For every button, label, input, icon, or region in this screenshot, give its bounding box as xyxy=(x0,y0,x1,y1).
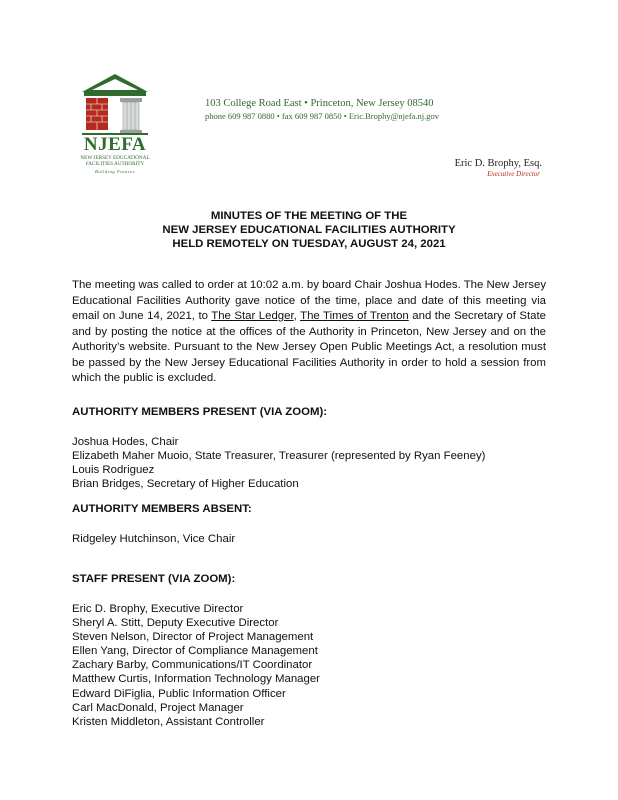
intro-paragraph xyxy=(72,278,546,387)
members-present-heading: AUTHORITY MEMBERS PRESENT (VIA ZOOM): xyxy=(72,406,328,418)
list-item: Elizabeth Maher Muoio, State Treasurer, Treasurer (represented by Ryan Feeney) xyxy=(72,450,486,463)
director-name: Eric D. Brophy, Esq. xyxy=(454,158,542,169)
intro-separator: , xyxy=(293,310,301,322)
title-line2: NEW JERSEY EDUCATIONAL FACILITIES AUTHORITY xyxy=(162,224,456,236)
list-item: Carl MacDonald, Project Manager xyxy=(72,701,244,714)
staff-present-heading: STAFF PRESENT (VIA ZOOM): xyxy=(72,573,236,585)
members-absent-section xyxy=(72,502,552,546)
director-signature-block xyxy=(455,158,542,179)
list-item: Joshua Hodes, Chair xyxy=(72,436,179,448)
members-present-section xyxy=(72,405,552,491)
list-item: Steven Nelson, Director of Project Management xyxy=(72,631,314,644)
newspaper-star-ledger: The Star Ledger xyxy=(211,310,294,322)
letterhead-address xyxy=(205,97,439,123)
intro-text-part1: The meeting was called to order at 10:02 a.m. by board Chair Joshua Hodes. The New Jersey Educational Facilities Authority gave notice of the time, place and date of this meeting via email on June 14, 2021, to xyxy=(72,279,547,322)
members-absent-list xyxy=(72,532,552,546)
title-line3: HELD REMOTELY ON TUESDAY, AUGUST 24, 2021 xyxy=(172,238,446,250)
document-title xyxy=(72,209,546,251)
members-present-list xyxy=(72,435,552,491)
members-absent-heading: AUTHORITY MEMBERS ABSENT: xyxy=(72,503,252,515)
list-item: Ellen Yang, Director of Compliance Management xyxy=(72,645,318,658)
list-item: Sheryl A. Stitt, Deputy Executive Director xyxy=(72,617,279,630)
list-item: Zachary Barby, Communications/IT Coordinator xyxy=(72,659,313,672)
list-item: Matthew Curtis, Information Technology Manager xyxy=(72,673,320,686)
list-item: Edward DiFiglia, Public Information Officer xyxy=(72,687,286,700)
newspaper-times-of-trenton: The Times of Trenton xyxy=(300,310,409,322)
staff-present-section xyxy=(72,572,552,729)
logo-text xyxy=(76,135,154,174)
list-item: Louis Rodriguez xyxy=(72,464,155,477)
intro-text-part2: and the Secretary of State and by posting the notice at the offices of the Authority in Princeton, New Jersey and on the Authority’s website. Pursuant to the New Jersey Open Public Meetings Act, a resolution must be passed by the New Jersey Educational Facilities Authority in order to hold a session from which the public is excluded. xyxy=(72,310,546,384)
logo-name-line1: NEW JERSEY EDUCATIONAL xyxy=(80,155,150,161)
staff-present-list xyxy=(72,602,552,729)
list-item: Ridgeley Hutchinson, Vice Chair xyxy=(72,533,236,545)
logo-abbreviation: NJEFA xyxy=(83,134,147,155)
title-line1: MINUTES OF THE MEETING OF THE xyxy=(210,210,408,222)
list-item: Kristen Middleton, Assistant Controller xyxy=(72,715,265,728)
list-item: Brian Bridges, Secretary of Higher Education xyxy=(72,478,299,491)
list-item: Eric D. Brophy, Executive Director xyxy=(72,603,244,615)
logo-name-line2: FACILITIES AUTHORITY xyxy=(85,161,145,167)
director-title: Executive Director xyxy=(487,170,540,178)
contact-line: phone 609 987 0880 • fax 609 987 0850 • Eric.Brophy@njefa.nj.gov xyxy=(205,111,440,121)
logo-tagline: Building Futures xyxy=(94,169,136,174)
address-line: 103 College Road East • Princeton, New Jersey 08540 xyxy=(205,98,434,109)
